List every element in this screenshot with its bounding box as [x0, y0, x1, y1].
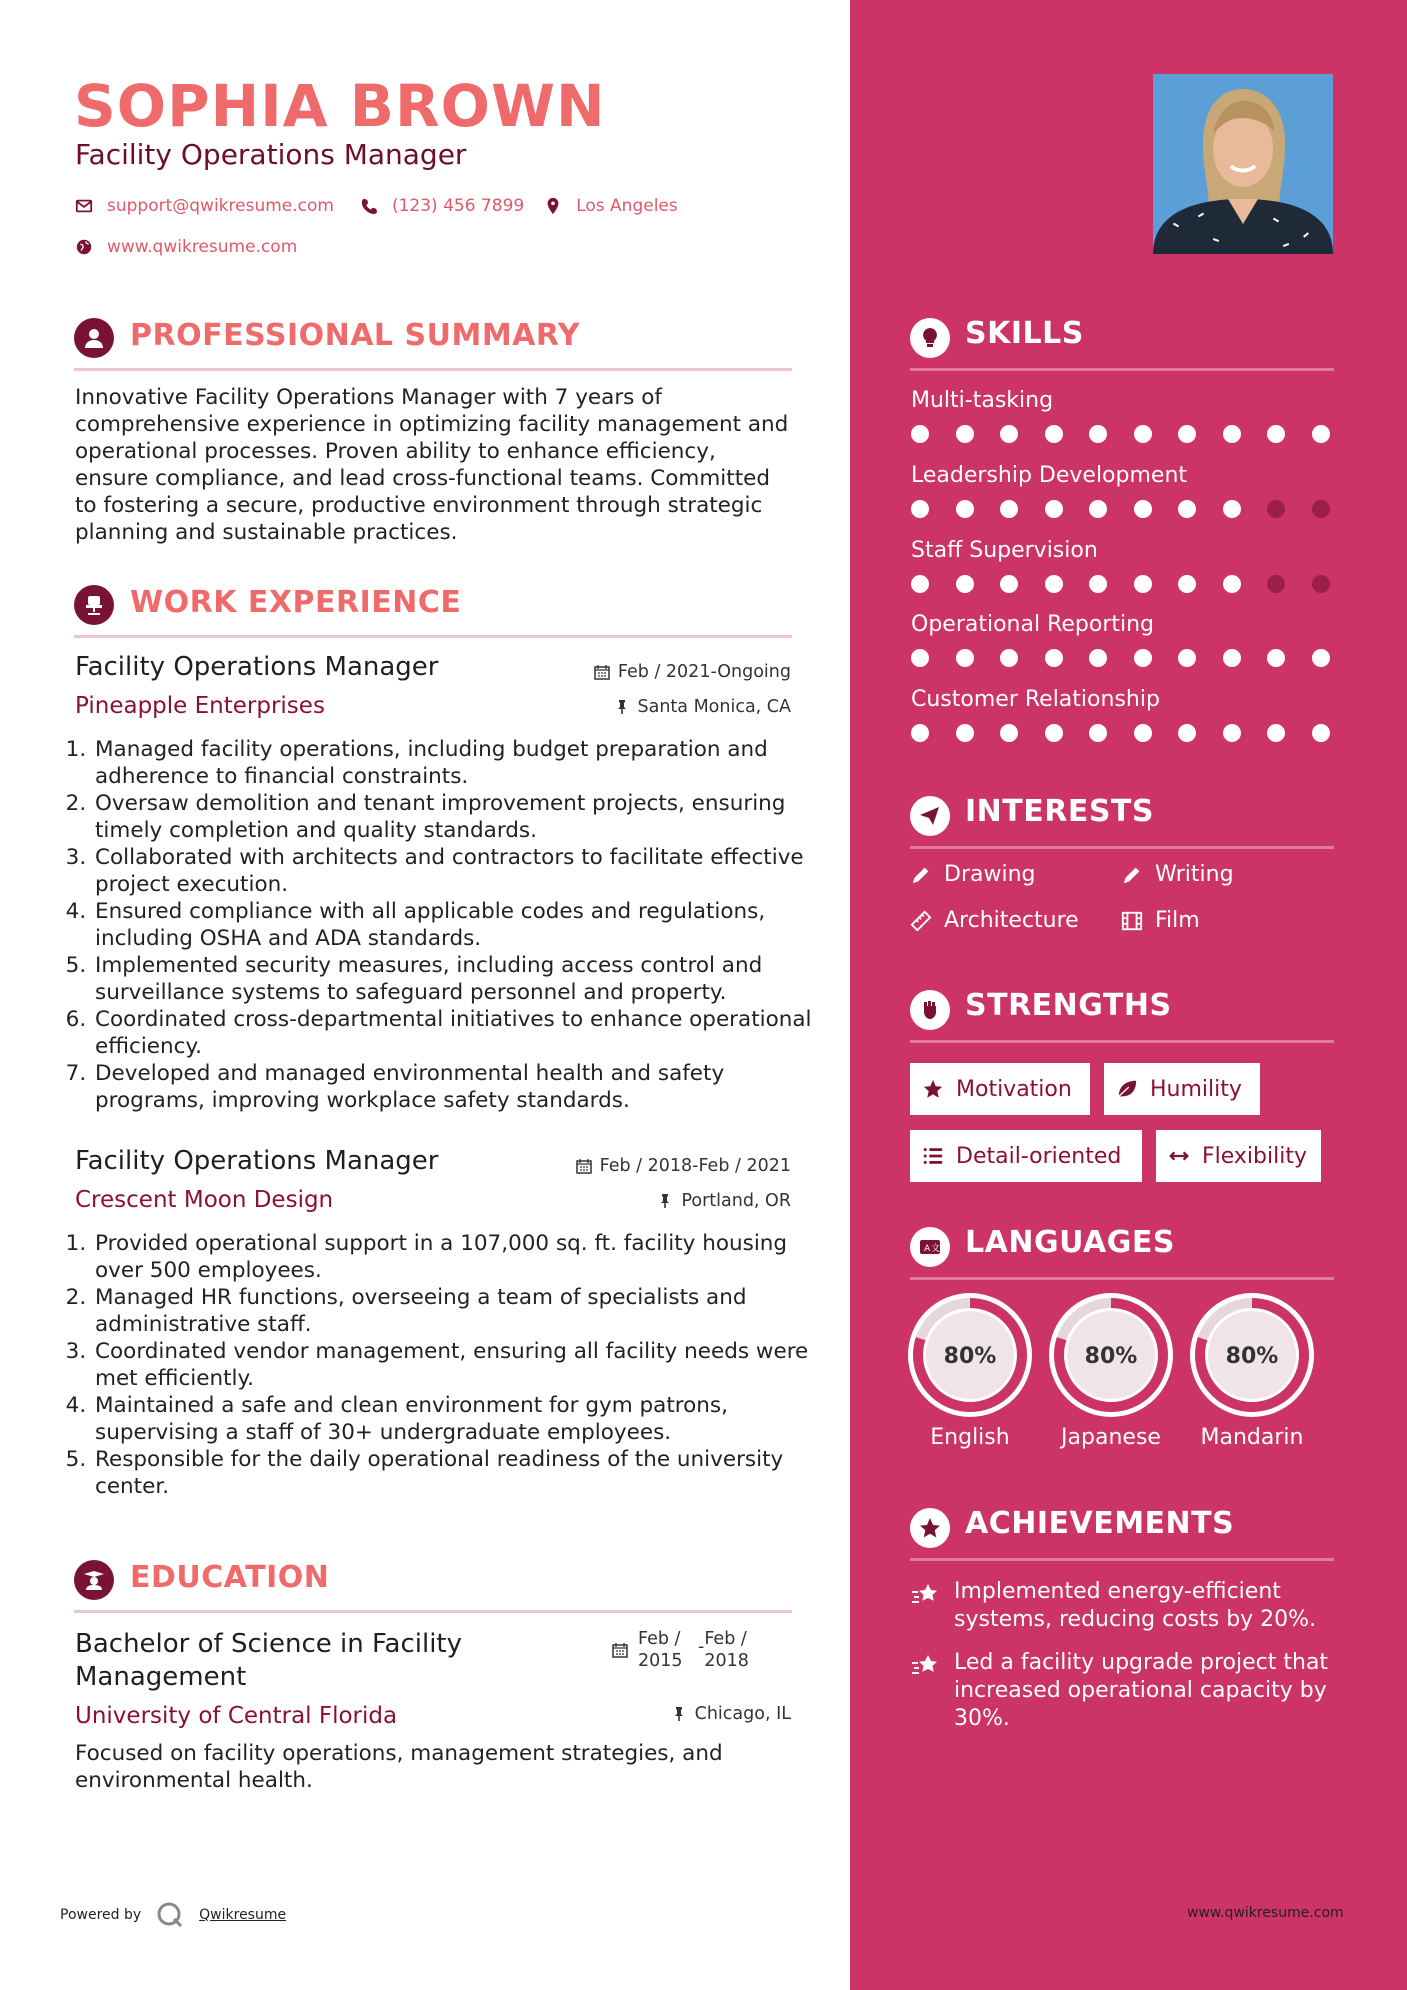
language-percent: 80%: [1225, 1344, 1279, 1369]
skill-dot: [1178, 649, 1196, 667]
list-item: 3. Collaborated with architects and contractors to facilitate effective project execution.: [93, 844, 833, 898]
interest-architecture: Architecture: [910, 908, 1079, 933]
website-row: [75, 237, 297, 257]
skill-dot: [1000, 649, 1018, 667]
skill-dot: [1312, 575, 1330, 593]
skill-dot: [1178, 425, 1196, 443]
footer-powered-by: Powered by Qwikresume: [60, 1900, 286, 1930]
strength-flexibility: Flexibility: [1156, 1130, 1321, 1182]
education-section-header: [74, 1554, 792, 1613]
skill-dot: [1134, 649, 1152, 667]
language-ring: [1049, 1293, 1173, 1417]
degree-title: Bachelor of Science in Facility Management: [75, 1629, 463, 1692]
skill-dot: [1267, 425, 1285, 443]
skill-rating: [911, 500, 1330, 518]
skill-dot: [956, 649, 974, 667]
skill-dot: [911, 575, 929, 593]
skill-rating: [911, 425, 1330, 443]
language-ring: [908, 1293, 1032, 1417]
svg-text:文: 文: [931, 1244, 941, 1254]
achievement-item-2: Led a facility upgrade project that increased operational capacity by 30%.: [910, 1649, 1330, 1733]
interest-writing: Writing: [1121, 862, 1234, 887]
strength-motivation: Motivation: [910, 1063, 1090, 1115]
skills-section-header: [910, 312, 1334, 371]
skill-dot: [1312, 500, 1330, 518]
job-1-title: Facility Operations Manager: [75, 652, 439, 682]
list-item: 2. Oversaw demolition and tenant improvement projects, ensuring timely completion and quality standards.: [93, 790, 833, 844]
job-2-company: Crescent Moon Design: [75, 1187, 334, 1213]
skill-dot: [1045, 724, 1063, 742]
globe-icon: [75, 238, 93, 256]
phone-number[interactable]: (123) 456 7899: [391, 196, 525, 216]
list-item: 1. Managed facility operations, including budget preparation and adherence to financial constraints.: [93, 736, 833, 790]
skill-dot: [1134, 575, 1152, 593]
graduate-icon: [74, 1560, 114, 1600]
achievement-item-1: Implemented energy-efficient systems, reducing costs by 20%.: [910, 1578, 1330, 1634]
svg-text:A: A: [924, 1244, 931, 1254]
skill-dot: [1178, 724, 1196, 742]
skill-rating: [911, 649, 1330, 667]
list-item: 3. Coordinated vendor management, ensuring all facility needs were met efficiently.: [93, 1338, 833, 1392]
languages-heading: LANGUAGES: [965, 1225, 1175, 1260]
education-heading: EDUCATION: [130, 1560, 330, 1595]
skill-dot: [1178, 500, 1196, 518]
skill-dot: [1223, 575, 1241, 593]
experience-section-header: [74, 579, 792, 638]
language-item: [1049, 1293, 1173, 1450]
job-title: Facility Operations Manager: [75, 138, 467, 171]
qwikresume-link[interactable]: Qwikresume: [199, 1907, 287, 1923]
email-icon: [75, 197, 93, 215]
pushpin-icon: [671, 1706, 687, 1722]
school-name: University of Central Florida: [75, 1703, 398, 1729]
skill-name: Operational Reporting: [911, 612, 1155, 637]
skill-dot: [956, 724, 974, 742]
skill-dot: [1267, 500, 1285, 518]
education-location: Chicago, IL: [671, 1704, 791, 1724]
skill-dot: [911, 500, 929, 518]
ruler-icon: [910, 910, 932, 932]
shooting-star-icon: [910, 1580, 940, 1610]
skill-dot: [1134, 500, 1152, 518]
skill-dot: [1089, 500, 1107, 518]
job-1-location: Santa Monica, CA: [614, 697, 792, 717]
education-description: Focused on facility operations, management strategies, and environmental health.: [75, 1741, 723, 1793]
achievement-star-icon: [910, 1508, 950, 1548]
pushpin-icon: [657, 1193, 673, 1209]
shooting-star-icon: [910, 1651, 940, 1681]
summary-section-header: [74, 312, 792, 371]
interest-drawing: Drawing: [910, 862, 1035, 887]
list-item: 5. Responsible for the daily operational readiness of the university center.: [93, 1446, 833, 1500]
interests-heading: INTERESTS: [965, 794, 1154, 829]
interest-film: Film: [1121, 908, 1200, 933]
skill-dot: [1045, 649, 1063, 667]
pen-icon: [1121, 864, 1143, 886]
office-chair-icon: [74, 585, 114, 625]
language-icon: [910, 1227, 950, 1267]
skill-rating: [911, 724, 1330, 742]
skill-dot: [1000, 575, 1018, 593]
list-item: 7. Developed and managed environmental health and safety programs, improving workplace safety standards.: [93, 1060, 833, 1114]
contact-row: [75, 196, 678, 216]
leaf-icon: [1116, 1078, 1138, 1100]
skill-rating: [911, 575, 1330, 593]
skill-dot: [911, 425, 929, 443]
skill-dot: [1089, 724, 1107, 742]
skill-dot: [911, 724, 929, 742]
job-2-dates: Feb / 2018-Feb / 2021: [576, 1156, 791, 1176]
skill-dot: [1178, 575, 1196, 593]
skill-dot: [1312, 425, 1330, 443]
interests-section-header: [910, 790, 1334, 849]
list-item: 2. Managed HR functions, overseeing a team of specialists and administrative staff.: [93, 1284, 833, 1338]
location: Los Angeles: [576, 196, 678, 216]
experience-heading: WORK EXPERIENCE: [130, 585, 462, 620]
list-item: 4. Maintained a safe and clean environment for gym patrons, supervising a staff of 30+ undergraduate employees.: [93, 1392, 833, 1446]
qwikresume-logo-icon: [155, 1900, 185, 1930]
skills-heading: SKILLS: [965, 316, 1084, 351]
language-name: English: [930, 1425, 1010, 1450]
skill-name: Customer Relationship: [911, 687, 1160, 712]
skill-dot: [956, 500, 974, 518]
job-1-company: Pineapple Enterprises: [75, 693, 325, 719]
strengths-heading: STRENGTHS: [965, 988, 1172, 1023]
skill-dot: [1000, 724, 1018, 742]
user-icon: [74, 318, 114, 358]
skill-dot: [1045, 500, 1063, 518]
film-icon: [1121, 910, 1143, 932]
skill-dot: [1134, 724, 1152, 742]
skill-dot: [1267, 724, 1285, 742]
lightbulb-icon: [910, 318, 950, 358]
language-item: [1190, 1293, 1314, 1450]
skill-name: Staff Supervision: [911, 538, 1098, 563]
list-item: 4. Ensured compliance with all applicable codes and regulations, including OSHA and ADA standards.: [93, 898, 833, 952]
skill-dot: [911, 649, 929, 667]
language-percent: 80%: [943, 1344, 997, 1369]
job-2-location: Portland, OR: [657, 1191, 791, 1211]
skill-name: Multi-tasking: [911, 388, 1054, 413]
candidate-name: SOPHIA BROWN: [74, 72, 606, 140]
skill-dot: [1134, 425, 1152, 443]
list-item: 1. Provided operational support in a 107,000 sq. ft. facility housing over 500 employees.: [93, 1230, 833, 1284]
website-link[interactable]: www.qwikresume.com: [107, 237, 298, 257]
skill-dot: [1089, 425, 1107, 443]
pencil-icon: [910, 864, 932, 886]
phone-icon: [360, 197, 378, 215]
skill-dot: [956, 425, 974, 443]
profile-photo: [1153, 74, 1333, 254]
skill-dot: [1045, 575, 1063, 593]
achievements-section-header: [910, 1502, 1334, 1561]
skill-dot: [1000, 500, 1018, 518]
list-icon: [922, 1145, 944, 1167]
job-1-bullets: [66, 736, 833, 1114]
summary-heading: PROFESSIONAL SUMMARY: [130, 318, 581, 353]
paper-plane-icon: [910, 796, 950, 836]
pushpin-icon: [614, 699, 630, 715]
skill-dot: [1223, 425, 1241, 443]
location-pin-icon: [544, 197, 562, 215]
calendar-icon: [576, 1158, 592, 1174]
list-item: 6. Coordinated cross-departmental initiatives to enhance operational efficiency.: [93, 1006, 833, 1060]
skill-name: Leadership Development: [911, 463, 1188, 488]
skill-dot: [1089, 575, 1107, 593]
language-item: [908, 1293, 1032, 1450]
job-1-dates: Feb / 2021-Ongoing: [594, 662, 791, 682]
arrows-horizontal-icon: [1168, 1145, 1190, 1167]
skill-dot: [1312, 649, 1330, 667]
language-ring: [1190, 1293, 1314, 1417]
strength-detail-oriented: Detail-oriented: [910, 1130, 1142, 1182]
skill-dot: [1089, 649, 1107, 667]
footer-website[interactable]: www.qwikresume.com: [1187, 1905, 1344, 1921]
skill-dot: [1000, 425, 1018, 443]
strengths-section-header: [910, 984, 1334, 1043]
skill-dot: [1223, 724, 1241, 742]
star-icon: [922, 1078, 944, 1100]
skill-dot: [1223, 649, 1241, 667]
calendar-icon: [594, 664, 610, 680]
skill-dot: [1312, 724, 1330, 742]
strength-humility: Humility: [1104, 1063, 1260, 1115]
job-2-bullets: [66, 1230, 833, 1500]
skill-dot: [1045, 425, 1063, 443]
education-dates: Feb / 2015 - Feb / 2018: [612, 1628, 754, 1672]
language-name: Mandarin: [1200, 1425, 1304, 1450]
skill-dot: [956, 575, 974, 593]
skill-dot: [1267, 649, 1285, 667]
achievements-heading: ACHIEVEMENTS: [965, 1506, 1235, 1541]
language-name: Japanese: [1061, 1425, 1161, 1450]
languages-section-header: [910, 1221, 1334, 1280]
summary-text: Innovative Facility Operations Manager with 7 years of comprehensive experience in optimizing facility management and operational processes. Proven ability to enhance efficiency, ensure compliance, and lead cross-functional teams. Committed to fostering a secure, productive environment through strategic planning and sustainable practices.: [75, 385, 789, 545]
language-percent: 80%: [1084, 1344, 1138, 1369]
fist-icon: [910, 990, 950, 1030]
calendar-icon: [612, 1642, 628, 1658]
job-2-title: Facility Operations Manager: [75, 1146, 439, 1176]
skill-dot: [1267, 575, 1285, 593]
skill-dot: [1223, 500, 1241, 518]
list-item: 5. Implemented security measures, including access control and surveillance systems to safeguard personnel and property.: [93, 952, 833, 1006]
email-link[interactable]: support@qwikresume.com: [107, 196, 334, 216]
